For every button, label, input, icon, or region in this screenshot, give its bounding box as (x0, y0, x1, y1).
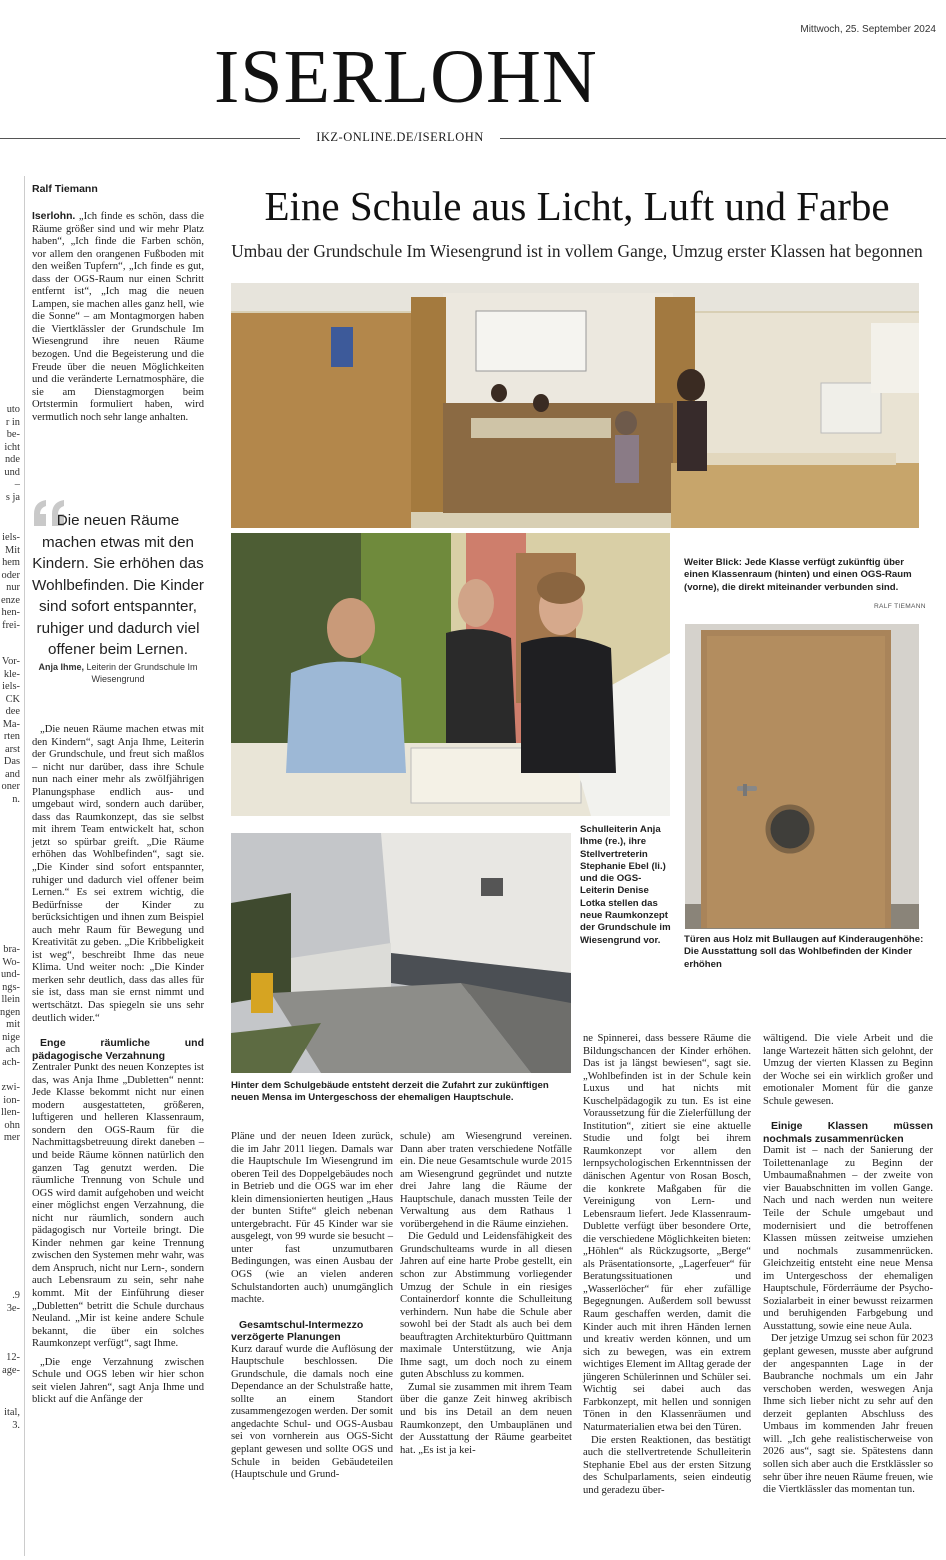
subheading-verzahnung: Enge räumliche und pädagogische Verzahnung (32, 1037, 204, 1062)
caption-staff: Schulleiterin Anja Ihme (re.), ihre Stellvertreterin Stephanie Ebel (li.) und die OGS-Leiterin Denise Lotka stellen das neue Raumkonzept der Grundschule im Wiesengrund vor. (580, 824, 671, 946)
website-link[interactable]: IKZ-ONLINE.DE/ISERLOHN (300, 130, 500, 145)
column-divider (24, 176, 25, 1556)
left-edge-fragment: iels- Mit hem oder nur enze hen- frei- (0, 532, 20, 631)
intro-paragraph: Iserlohn. „Ich finde es schön, dass die Räume größer sind und wir mehr Platz haben“, „Ich finde die Farben schön, vor allem den orangenen Fußboden mit den weißen Tupfern“, „Ich finde es gut, dass der OGS-Raum nur einen Schritt entfernt ist“, „Ich mag die neuen Lampen, sie machen alles ganz hell, wie die Sonne“ – am Montagmorgen haben die Viertklässler der Grundschule Im Wiesengrund ihre neuen Räume bezogen. Und die Begeisterung und die Freude über die neuen Möglichkeiten und die veränderte Lernatmosphäre, die sie am Dienstagmorgen beim Ortstermin formuliert haben, wird vermutlich noch sehr lange anhalten. (32, 211, 204, 423)
caption-building: Hinter dem Schulgebäude entsteht derzeit die Zufahrt zur zukünftigen neuen Mensa im Untergeschoss der ehemaligen Hauptschule. (231, 1080, 549, 1104)
left-edge-fragment: Vor- kle- iels- CK dee Ma- rten arst Das and oner n. (1, 656, 20, 806)
headline: Eine Schule aus Licht, Luft und Farbe (264, 183, 890, 229)
author-byline: Ralf Tiemann (32, 183, 98, 195)
masthead: ISERLOHN (214, 35, 598, 119)
classroom-photo (231, 283, 919, 528)
left-edge-fragment: bra- Wo- und- ngs- llein ngen mit nige ach ach- (0, 944, 21, 1068)
article-column-2: Pläne und der neuen Ideen zurück, die im Jahr 2011 liegen. Damals war die Hauptschule Im Wiesengrund im oberen Teil des Doppelgebäudes noch in Betrieb und die OGS war im eher klein dimensionierten heutigen „Haus der bunten Stifte“ gleich nebenan untergebracht. Für 45 Kinder war sie ausgelegt, von 99 wurde sie besucht – unter fast unzumutbaren Bedingungen, was einen Ausbau der OGS (wie an vielen anderen Schulstandorten auch) unumgänglich machte. Gesamtschul-Intermezzo verzögerte Planungen Kurz darauf wurde die Auflösung der Hauptschule beschlossen. Die Grundschule, die damals noch eine Dependance an der Schulstraße hatte, sollte an einem Standort zusammengezogen werden. Der somit angedachte Schul- und OGS-Ausbau sei von vornherein aus OGS-Sicht geplant gewesen und sollte OGS und Schule in beiden Gebäudeteilen (Hauptschule und Grund- (231, 1131, 393, 1481)
pull-quote (32, 506, 204, 696)
left-edge-fragment: zwi- ion- llen- ohn mer (0, 1082, 20, 1144)
article-column-4: ne Spinnerei, dass bessere Räume die Bildungschancen der Kinder erhöhen. Das ist ja längst bewiesen“, sagt sie. „Wohlbefinden ist in der Schule kein Luxus und hat nichts mit Kuschelpädagogik zu tun. Es ist eine Voraussetzung für die Zielerfüllung der Institution“, zitiert sie eine aktuelle Studie und folgt bei ihrem Raumkonzept vor allem den lernpsychologischen Erkenntnissen der dänischen Agentur von Rosan Bosch, die konkrete Maßgaben für die Vereinigung von Lern- und Lebensraum liefert. Jede Klassenraum-Dublette verfügt über besondere Orte, die verschiedene Möglichkeiten bieten: „Höhlen“ als Rückzugsorte, „Berge“ als Präsentationsorte, „Lagerfeuer“ für Beratungssituationen und „Wasserlöcher“ für eher zufällige Begegnungen. Außerdem soll bewusst Raum geschaffen werden, damit die Kinder auch mit ihren Händen lernen und kreativ werden können, und um sich zu bewegen, was ein extrem wichtiges Element im Alltag gerade der jüngeren Schülerinnen und Schüler sei. Wichtig sei dabei auch das Farbkonzept, mit hellen und sonnigen Tönen in den Klassenräumen und Naturmaterialien etwa bei den Türen. Die ersten Reaktionen, das bestätigt auch die stellvertretende Schulleiterin Stephanie Ebel aus der ersten Sitzung des Schulparlaments, seien eindeutig und geradezu über- (583, 1033, 751, 1496)
article-column-5: wältigend. Die viele Arbeit und die lange Wartezeit hätten sich gelohnt, der Umzug der vierten Klassen zu Beginn der Woche sei ein wirklich großer und emotionaler Moment für die ganze Schule gewesen. Einige Klassen müssen nochmals zusammenrücken Damit ist – nach der Sanierung der Toilettenanlage zu Beginn der Umbaumaßnahmen – der zweite von vier Bauabschnitten im vollen Gange. Nach und nach werden nun weitere Teile der Schule umgebaut und modernisiert und die betroffenen Klassen müssen zeitweise umziehen und nochmals zusammenrücken. Gleichzeitig entsteht eine neue Mensa im Untergeschoss der ehemaligen Hauptschule, Förderräume der Psycho-Sozialarbeit in einer bewusst reizarmen und beruhigenden Farbgebung und Ausstattung, sowie eine neue Aula. Der jetzige Umzug sei schon für 2023 geplant gewesen, musste aber aufgrund der angespannten Lage in der Baubranche nochmals um ein Jahr verschoben werden, weswegen Anja Ihme sich lieber nicht zu sehr auf den derzeit geplanten Abschluss des Umbaus im kommenden Jahr freuen will. „Ich gehe realistischerweise von 2026 aus“, sagt sie. Spätestens dann sollen sich aber auch die Erstklässler so sehr über ihre neuen Räume freuen, wie die Viertklässler das momentan tun. (763, 1033, 933, 1496)
subheading-klassen: Einige Klassen müssen nochmals zusammenrücken (763, 1120, 933, 1145)
left-edge-fragment: uto r in be- icht nde und – s ja (4, 404, 20, 503)
subheading-gesamtschul: Gesamtschul-Intermezzo verzögerte Planungen (231, 1318, 364, 1344)
left-edge-fragment: .9 3e- 12- age- ital, 3. (2, 1290, 20, 1431)
door-photo (685, 624, 919, 929)
building-photo (231, 833, 571, 1073)
subheadline: Umbau der Grundschule Im Wiesengrund ist in vollem Gange, Umzug erster Klassen hat begonnen (231, 241, 923, 261)
pull-quote-source: Anja Ihme, Leiterin der Grundschule Im Wiesengrund (38, 662, 198, 684)
caption-classroom: Weiter Blick: Jede Klasse verfügt zukünftig über einen Klassenraum (hinten) und einen OGS-Raum (vorne), die direkt miteinander verbunden sind. (684, 557, 912, 593)
article-column-3: schule) am Wiesengrund vereinen. Dann aber traten verschiedene Notfälle ein. Die neue Gesamtschule wurde 2015 am Wiesengrund gegründet und nutzte drei Jahre lang die Räume der Hauptschule, danach mussten Teile der Verwaltung aus dem Rathaus 1 vorübergehend in die Räume einziehen. Die Geduld und Leidensfähigkeit des Grundschulteams wurde in all diesen Jahren auf eine harte Probe gestellt, ein schon zur Abstimmung vorliegender Umzug der Schule in ein riesiges Containerdorf konnte die Schulleitung verhindern. Nun habe die Schule aber sowohl bei der Stadt als auch bei dem beauftragten Architekturbüro Quittmann maximale Unterstützung, wie Anja Ihme sagt, um doch noch zu einem guten Abschluss zu kommen. Zumal sie zusammen mit ihrem Team über die ganze Zeit hinweg akribisch und bis ins Detail an dem neuen Raumkonzept, den Umbauplänen und der Ausstattung der Räume gearbeitet hat. „Es ist ja kei- (400, 1131, 572, 1456)
photo-credit: RALF TIEMANN (874, 603, 926, 610)
issue-date: Mittwoch, 25. September 2024 (800, 24, 936, 35)
staff-photo (231, 533, 670, 816)
caption-door: Türen aus Holz mit Bullaugen auf Kinderaugenhöhe: Die Ausstattung soll das Wohlbefinden der Kinder erhöhen (684, 934, 924, 970)
article-column-1: „Die neuen Räume machen etwas mit den Kindern“, sagt Anja Ihme, Leiterin der Grundschule, und freut sich maßlos – nicht nur darüber, dass ihre Schule nun nach einer mehr als zwölfjährigen Planungsphase endlich aus- und umgebaut wird, sondern auch darüber, dass das Raumkonzept, das sie selbst mit ihrem Team entwickelt hat, schon jetzt so spürbar greift. „Die Räume erhöhen das Wohlbefinden“, sagt sie. „Die Kinder sind sofort entspannter, ruhiger und dadurch viel offener beim Lernen.“ Es sei extrem wichtig, die Bedürfnisse der Kinder zu berücksichtigen und ihnen zum Beispiel auch mehr Raum für Bewegung und Kreativität zu geben. „Die Kribbeligkeit ist weg“, beschreibt Ihme das neue Klima. Und weiter noch: „Die Kinder merken sehr deutlich, dass das alles für sie ist, dass man sie ernst nimmt und wertschätzt. Das spiegeln sie uns sehr deutlich wider.“ Enge räumliche und pädagogische Verzahnung Zentraler Punkt des neuen Konzeptes ist das, was Anja Ihme „Dubletten“ nennt: Jede Klasse bekommt nicht nur einen modern ausgestatteten, größeren, luftigeren und helleren Klassenraum, sondern den OGS-Raum für die Nachmittagsbetreuung direkt daneben – und beide Räume können natürlich den ganzen Tag genutzt werden. Die räumliche Trennung von Schule und OGS wird damit aufgehoben und weicht einer möglichst engen Verzahnung, die nicht nur räumlich, sondern auch pädagogisch nur Vorteile bringt. Die Kinder nehmen gar keine Trennung zwischen den Systemen mehr wahr, was dem Anspruch, nicht nur Lern-, sondern auch Lebensraum zu sein, sehr nahe kommt. Mit der Einführung dieser „Dubletten“ betritt die Schule durchaus Neuland. „Mir ist keine andere Schule bekannt, die über ein solches Raumkonzept verfügt“, sagt Ihme. „Die enge Verzahnung zwischen Schule und OGS leben wir hier schon seit vielen Jahren“, sagt Anja Ihme und blickt auf die Anfänge der (32, 724, 204, 1406)
pull-quote-text: Die neuen Räume machen etwas mit den Kindern. Sie erhöhen das Wohlbefinden. Die Kinder sind sofort entspannter, ruhiger und dadurch viel offener beim Lernen. (32, 512, 204, 658)
